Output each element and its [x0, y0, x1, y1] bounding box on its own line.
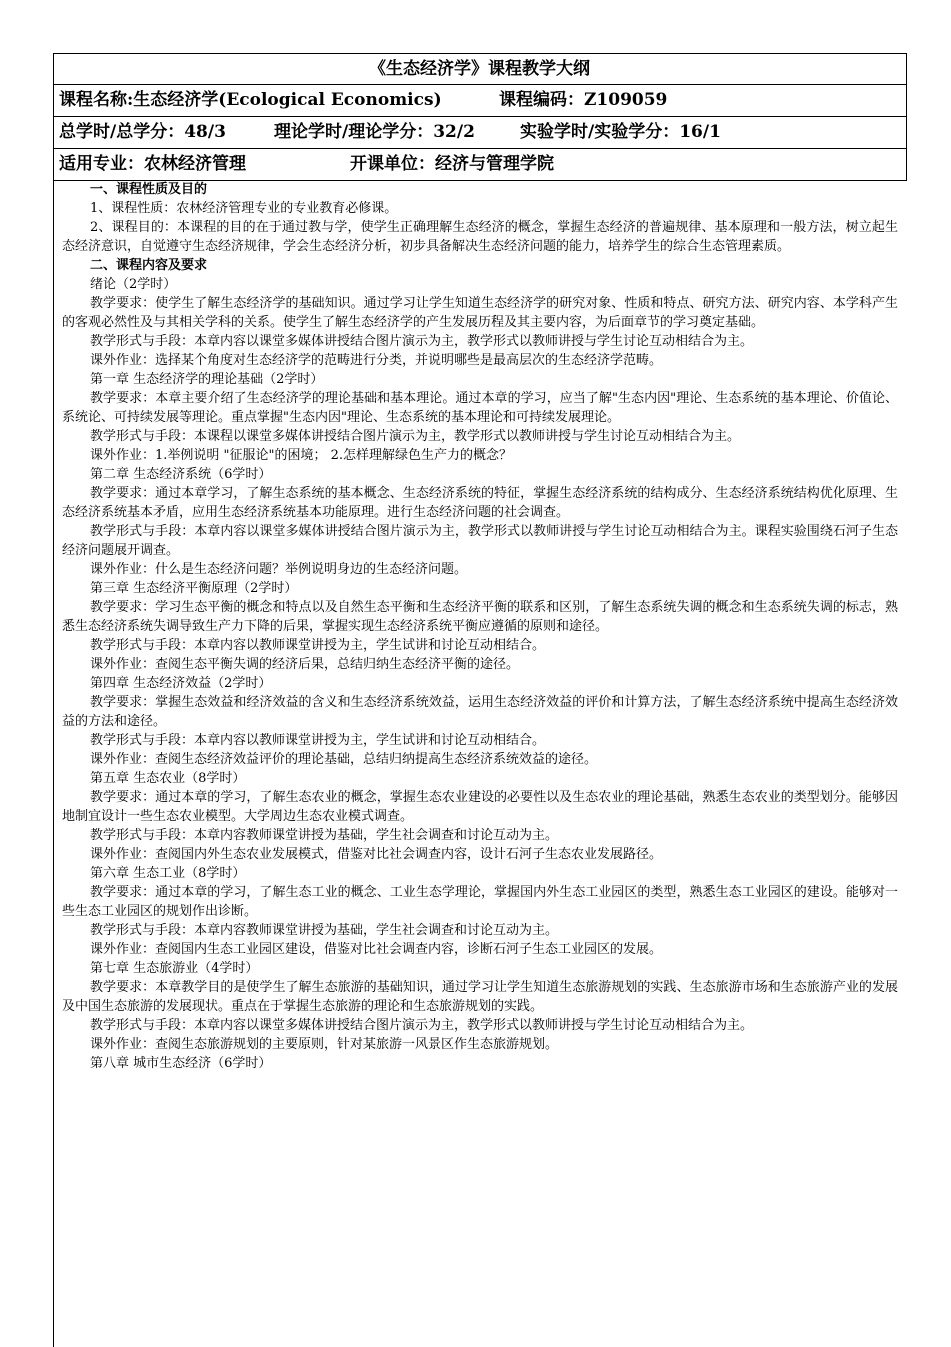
lab-hours: 实验学时/实验学分：16/1 — [520, 122, 721, 142]
paragraph: 教学要求：学习生态平衡的概念和特点以及自然生态平衡和生态经济平衡的联系和区别，了解生态系统失调的概念和生态系统失调的标志，熟悉生态经济系统失调导致生产力下降的后果，掌握实现生态经济系统平衡应遵循的原则和途径。 — [62, 600, 898, 634]
header-row-major — [53, 149, 906, 181]
paragraph: 课外作业：选择某个角度对生态经济学的范畴进行分类，并说明哪些是最高层次的生态经济学范畴。 — [90, 353, 663, 368]
paragraph: 课外作业：查阅生态经济效益评价的理论基础，总结归纳提高生态经济系统效益的途径。 — [90, 752, 598, 767]
course-code: 课程编码：Z109059 — [499, 90, 668, 110]
paragraph: 第二章 生态经济系统（6学时） — [90, 467, 272, 482]
paragraph: 教学形式与手段：本章内容以课堂多媒体讲授结合图片演示为主，教学形式以教师讲授与学生讨论互动相结合为主。 — [90, 1018, 754, 1033]
paragraph: 第七章 生态旅游业（4学时） — [90, 961, 259, 976]
paragraph: 课外作业：1.举例说明 "征服论"的困境； 2.怎样理解绿色生产力的概念？ — [90, 448, 513, 463]
total-hours: 总学时/总学分：48/3 — [59, 122, 226, 142]
page-title: 《生态经济学》课程教学大纲 — [53, 54, 906, 85]
paragraph: 教学要求：掌握生态效益和经济效益的含义和生态经济系统效益，运用生态经济效益的评价和计算方法，了解生态经济系统中提高生态经济效益的方法和途径。 — [62, 695, 898, 729]
paragraph: 第三章 生态经济平衡原理（2学时） — [90, 581, 298, 596]
paragraph: 第一章 生态经济学的理论基础（2学时） — [90, 372, 324, 387]
offering-department: 开课单位：经济与管理学院 — [350, 154, 554, 174]
paragraph: 第五章 生态农业（8学时） — [90, 771, 246, 786]
paragraph: 教学要求：本章教学目的是使学生了解生态旅游的基础知识，通过学习让学生知道生态旅游规划的实践、生态旅游市场和生态旅游产业的发展及中国生态旅游的发展现状。重点在于掌握生态旅游的理论和生态旅游规划的实践。 — [62, 980, 898, 1014]
paragraph: 绪论（2学时） — [90, 277, 177, 292]
paragraph: 教学形式与手段：本课程以课堂多媒体讲授结合图片演示为主，教学形式以教师讲授与学生讨论互动相结合为主。 — [90, 429, 741, 444]
paragraph: 课外作业：查阅生态平衡失调的经济后果，总结归纳生态经济平衡的途径。 — [90, 657, 520, 672]
header-row-hours — [53, 117, 906, 149]
paragraph: 课外作业：查阅国内外生态农业发展模式，借鉴对比社会调查内容，设计石河子生态农业发展路径。 — [90, 847, 663, 862]
paragraph: 1、课程性质：农林经济管理专业的专业教育必修课。 — [90, 201, 398, 216]
section-heading: 二、课程内容及要求 — [90, 258, 208, 273]
paragraph: 教学要求：通过本章的学习，了解生态农业的概念，掌握生态农业建设的必要性以及生态农业的理论基础，熟悉生态农业的类型划分。能够因地制宜设计一些生态农业模型。大学周边生态农业模式调查。 — [62, 790, 898, 824]
paragraph: 教学要求：本章主要介绍了生态经济学的理论基础和基本理论。通过本章的学习，应当了解"生态内因"理论、生态系统的基本理论、价值论、系统论、可持续发展等理论。重点掌握"生态内因"理论、生态系统的基本理论和可持续发展理论。 — [62, 391, 898, 425]
section-heading: 一、课程性质及目的 — [90, 182, 208, 197]
header-row-course — [53, 85, 906, 117]
paragraph: 第六章 生态工业（8学时） — [90, 866, 246, 881]
paragraph: 第八章 城市生态经济（6学时） — [90, 1056, 272, 1071]
paragraph: 课外作业：查阅生态旅游规划的主要原则，针对某旅游一风景区作生态旅游规划。 — [90, 1037, 559, 1052]
paragraph: 教学要求：通过本章学习，了解生态系统的基本概念、生态经济系统的特征，掌握生态经济系统的结构成分、生态经济系统结构优化原理、生态经济系统基本矛盾，应用生态经济系统基本功能原理。进行生态经济问题的社会调查。 — [62, 486, 898, 520]
paragraph: 教学要求：通过本章的学习，了解生态工业的概念、工业生态学理论，掌握国内外生态工业园区的类型，熟悉生态工业园区的建设。能够对一些生态工业园区的规划作出诊断。 — [62, 885, 898, 919]
course-name: 课程名称:生态经济学(Ecological Economics) — [59, 90, 442, 110]
paragraph: 教学形式与手段：本章内容教师课堂讲授为基础，学生社会调查和讨论互动为主。 — [90, 828, 559, 843]
left-border — [53, 53, 54, 1347]
theory-hours: 理论学时/理论学分：32/2 — [274, 122, 475, 142]
paragraph: 教学形式与手段：本章内容以课堂多媒体讲授结合图片演示为主，教学形式以教师讲授与学生讨论互动相结合为主。课程实验围绕石河子生态经济问题展开调查。 — [62, 524, 898, 558]
right-border — [906, 53, 907, 181]
paragraph: 课外作业：查阅国内生态工业园区建设，借鉴对比社会调查内容，诊断石河子生态工业园区的发展。 — [90, 942, 663, 957]
paragraph: 教学要求：使学生了解生态经济学的基础知识。通过学习让学生知道生态经济学的研究对象、性质和特点、研究方法、研究内容、本学科产生的客观必然性及与其相关学科的关系。使学生了解生态经济学的产生发展历程及其主要内容，为后面章节的学习奠定基础。 — [62, 296, 898, 330]
paragraph: 2、课程目的：本课程的目的在于通过教与学，使学生正确理解生态经济的概念，掌握生态经济的普遍规律、基本原理和一般方法，树立起生态经济意识，自觉遵守生态经济规律，学会生态经济分析，初步具备解决生态经济问题的能力，培养学生的综合生态管理素质。 — [62, 220, 898, 254]
syllabus-body — [62, 180, 898, 1073]
paragraph: 课外作业：什么是生态经济问题？举例说明身边的生态经济问题。 — [90, 562, 468, 577]
paragraph: 第四章 生态经济效益（2学时） — [90, 676, 272, 691]
syllabus-header-table — [53, 53, 906, 181]
paragraph: 教学形式与手段：本章内容以课堂多媒体讲授结合图片演示为主，教学形式以教师讲授与学生讨论互动相结合为主。 — [90, 334, 754, 349]
paragraph: 教学形式与手段：本章内容以教师课堂讲授为主，学生试讲和讨论互动相结合。 — [90, 733, 546, 748]
paragraph: 教学形式与手段：本章内容教师课堂讲授为基础，学生社会调查和讨论互动为主。 — [90, 923, 559, 938]
applicable-major: 适用专业：农林经济管理 — [59, 154, 246, 174]
paragraph: 教学形式与手段：本章内容以教师课堂讲授为主，学生试讲和讨论互动相结合。 — [90, 638, 546, 653]
